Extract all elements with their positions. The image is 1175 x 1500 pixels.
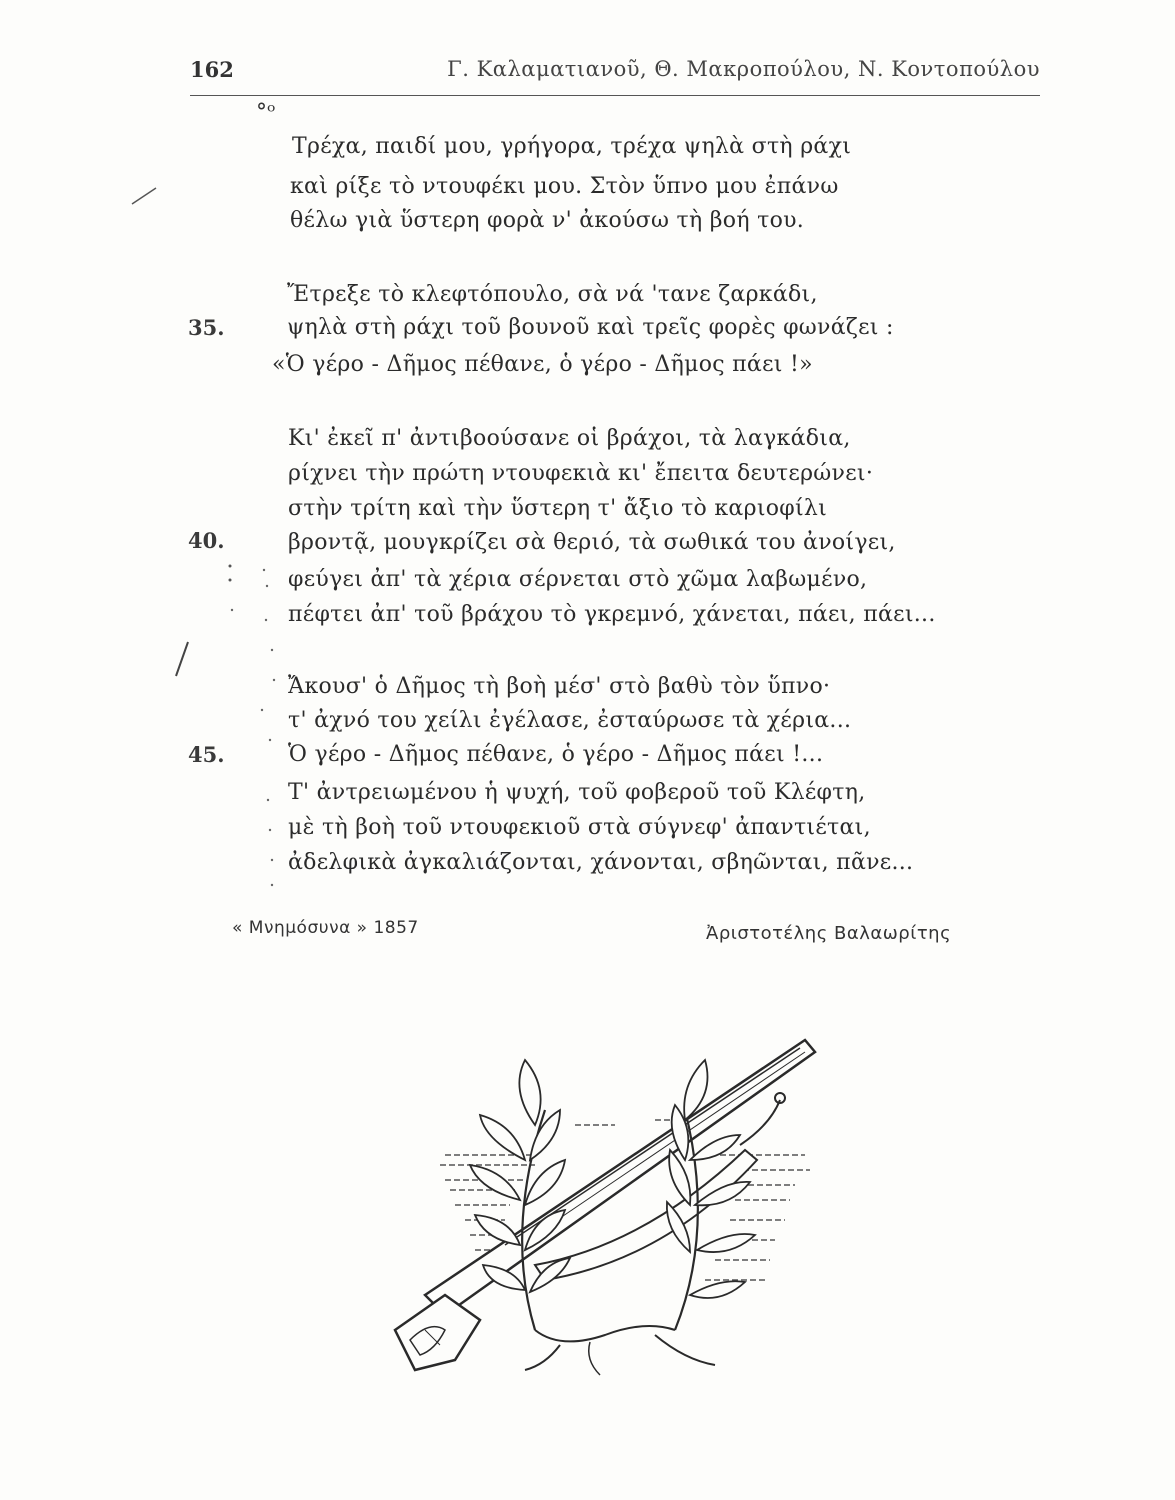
line-number: 35. — [188, 315, 225, 340]
poem-author: Ἀριστοτέλης Βαλαωρίτης — [706, 923, 952, 944]
poem-line: βροντᾷ, μουγκρίζει σὰ θεριό, τὰ σωθικά του ἀνοίγει, — [288, 530, 896, 555]
poem-line: Τρέχα, παιδί μου, γρήγορα, τρέχα ψηλὰ στὴ ράχι — [292, 134, 852, 159]
source-citation: « Μνημόσυνα » 1857 — [232, 918, 419, 938]
stanza-mark: °ᵒ — [256, 100, 276, 125]
poem-line: στὴν τρίτη καὶ τὴν ὕστερη τ' ἄξιο τὸ καριοφίλι — [288, 496, 828, 521]
page-number: 162 — [190, 57, 234, 82]
poem-line: ρίχνει τὴν πρώτη ντουφεκιὰ κι' ἔπειτα δευτερώνει· — [288, 461, 874, 486]
page-header — [190, 55, 1040, 96]
poem-line: τ' ἀχνό του χείλι ἐγέλασε, ἐσταύρωσε τὰ χέρια... — [288, 708, 852, 733]
poem-line: Ἔτρεξε τὸ κλεφτόπουλο, σὰ νά 'τανε ζαρκάδι, — [287, 282, 818, 307]
line-number: 45. — [188, 742, 225, 767]
poem-line: θέλω γιὰ ὕστερη φορὰ ν' ἀκούσω τὴ βοή του. — [290, 208, 805, 233]
poem-line: Ἄκουσ' ὁ Δῆμος τὴ βοὴ μέσ' στὸ βαθὺ τὸν ὕπνο· — [288, 674, 831, 699]
poem-line: Τ' ἀντρειωμένου ἡ ψυχή, τοῦ φοβεροῦ τοῦ Κλέφτη, — [288, 780, 866, 805]
rifle-and-laurel-wreath-icon — [385, 1030, 860, 1380]
poem-line: καὶ ρίξε τὸ ντουφέκι μου. Στὸν ὕπνο μου ἐπάνω — [290, 174, 839, 199]
poem-line: «Ὁ γέρο - Δῆμος πέθανε, ὁ γέρο - Δῆμος πάει !» — [272, 352, 813, 377]
poem-line: Κι' ἐκεῖ π' ἀντιβοούσανε οἱ βράχοι, τὰ λαγκάδια, — [288, 426, 851, 451]
line-number: 40. — [188, 528, 225, 553]
poem-line: πέφτει ἀπ' τοῦ βράχου τὸ γκρεμνό, χάνεται, πάει, πάει... — [288, 602, 936, 627]
poem-line: ἀδελφικὰ ἀγκαλιάζονται, χάνονται, σβηῶνται, πᾶνε... — [288, 850, 914, 875]
poem-line: Ὁ γέρο - Δῆμος πέθανε, ὁ γέρο - Δῆμος πάει !... — [288, 742, 824, 767]
poem-line: μὲ τὴ βοὴ τοῦ ντουφεκιοῦ στὰ σύγνεφ' ἀπαντιέται, — [288, 815, 871, 840]
margin-pencil-mark — [130, 180, 160, 210]
margin-pencil-mark — [172, 640, 192, 680]
poem-line: φεύγει ἀπ' τὰ χέρια σέρνεται στὸ χῶμα λαβωμένο, — [288, 567, 868, 592]
margin-dotted-mark — [222, 560, 282, 900]
poem-line: ψηλὰ στὴ ράχι τοῦ βουνοῦ καὶ τρεῖς φορὲς φωνάζει : — [287, 315, 894, 340]
running-head: Γ. Καλαματιανοῦ, Θ. Μακροπούλου, Ν. Κοντοπούλου — [447, 57, 1040, 81]
